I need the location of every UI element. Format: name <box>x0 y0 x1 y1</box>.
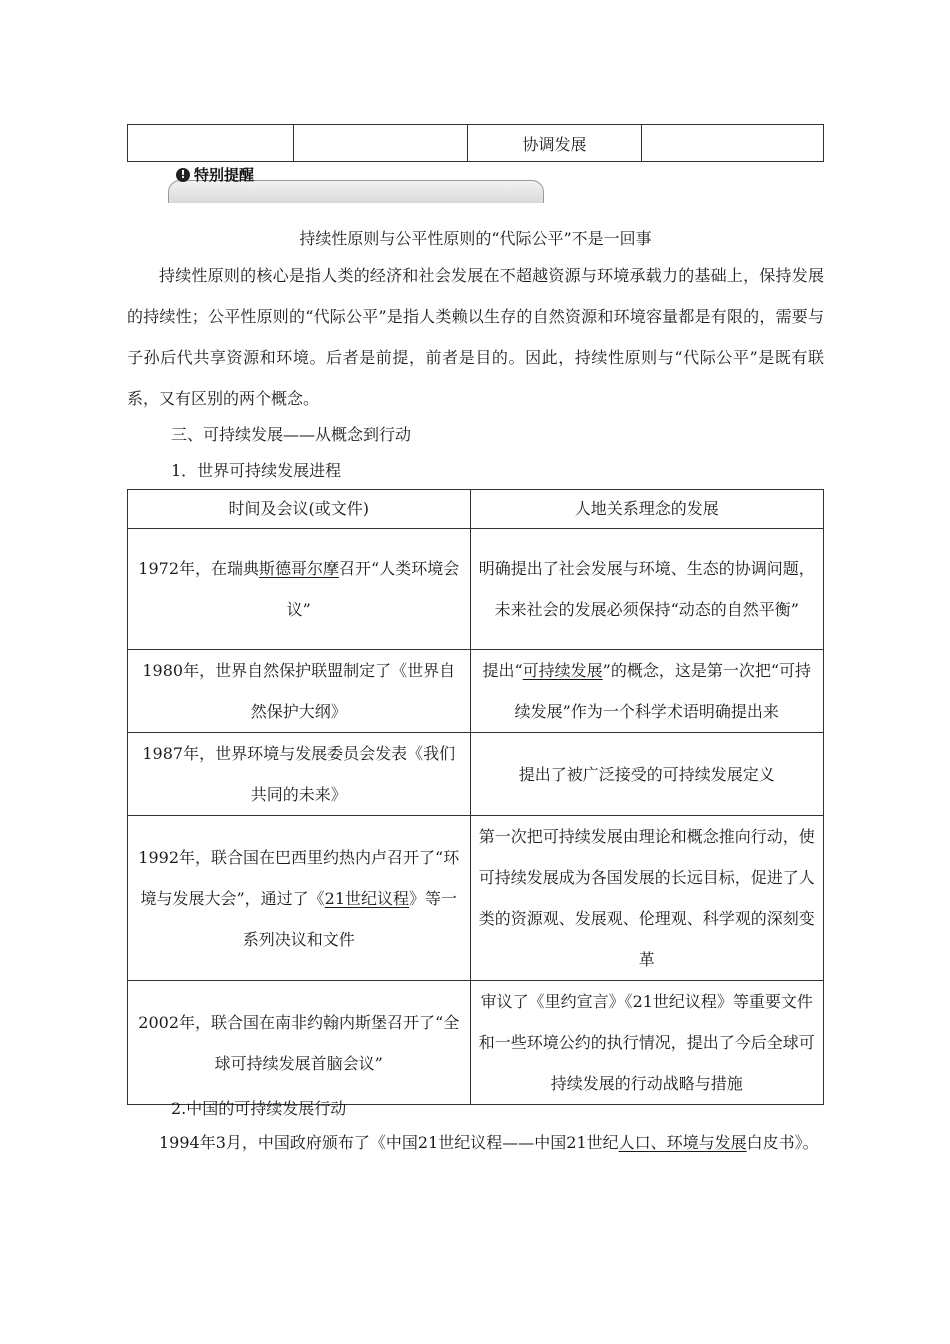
world-progress-table <box>127 489 824 1105</box>
concept-cell: 提出“可持续发展”的概念，这是第一次把“可持续发展”作为一个科学术语明确提出来 <box>470 650 824 733</box>
special-reminder-banner <box>168 162 544 204</box>
table-cell: 协调发展 <box>468 125 642 162</box>
event-cell: 2002年，联合国在南非约翰内斯堡召开了“全球可持续发展首脑会议” <box>128 981 471 1105</box>
concept-cell: 第一次把可持续发展由理论和概念推向行动，使可持续发展成为各国发展的长远目标，促进了人类的资源观、发展观、伦理观、科学观的深刻变革 <box>470 816 824 981</box>
china-paragraph: 1994年3月，中国政府颁布了《中国21世纪议程——中国21世纪人口、环境与发展白皮书》。 <box>159 1133 819 1152</box>
header-cell: 人地关系理念的发展 <box>470 490 824 529</box>
concept-cell: 提出了被广泛接受的可持续发展定义 <box>470 733 824 816</box>
concept-cell: 审议了《里约宣言》《21世纪议程》等重要文件和一些环境公约的执行情况，提出了今后全球可持续发展的行动战略与措施 <box>470 981 824 1105</box>
table-row <box>128 125 824 162</box>
concept-cell: 明确提出了社会发展与环境、生态的协调问题，未来社会的发展必须保持“动态的自然平衡” <box>470 529 824 650</box>
top-table <box>127 124 824 162</box>
table-cell <box>642 125 824 162</box>
table-row <box>128 981 824 1105</box>
subsection-heading: 2.中国的可持续发展行动 <box>171 1099 347 1118</box>
event-cell: 1972年，在瑞典斯德哥尔摩召开“人类环境会议” <box>128 529 471 650</box>
table-row <box>128 816 824 981</box>
event-cell: 1992年，联合国在巴西里约热内卢召开了“环境与发展大会”，通过了《21世纪议程》等一系列决议和文件 <box>128 816 471 981</box>
table-cell <box>294 125 468 162</box>
note-title: 持续性原则与公平性原则的“代际公平”不是一回事 <box>299 229 652 248</box>
exclamation-icon: ! <box>176 168 190 182</box>
event-cell: 1987年，世界环境与发展委员会发表《我们共同的未来》 <box>128 733 471 816</box>
event-cell: 1980年，世界自然保护联盟制定了《世界自然保护大纲》 <box>128 650 471 733</box>
table-header-row <box>128 490 824 529</box>
subsection-heading: 1．世界可持续发展进程 <box>171 461 342 480</box>
table-row <box>128 733 824 816</box>
table-row <box>128 529 824 650</box>
section-heading: 三、可持续发展——从概念到行动 <box>171 425 412 444</box>
table-row <box>128 650 824 733</box>
banner-label <box>176 164 254 185</box>
note-paragraph: 持续性原则的核心是指人类的经济和社会发展在不超越资源与环境承载力的基础上，保持发展的持续性；公平性原则的“代际公平”是指人类赖以生存的自然资源和环境容量都是有限的，需要与子孙后代共享资源和环境。后者是前提，前者是目的。因此，持续性原则与“代际公平”是既有联系，又有区别的两个概念。 <box>127 266 824 408</box>
table-cell <box>128 125 294 162</box>
header-cell: 时间及会议(或文件) <box>128 490 471 529</box>
banner-text: 特别提醒 <box>194 166 255 184</box>
